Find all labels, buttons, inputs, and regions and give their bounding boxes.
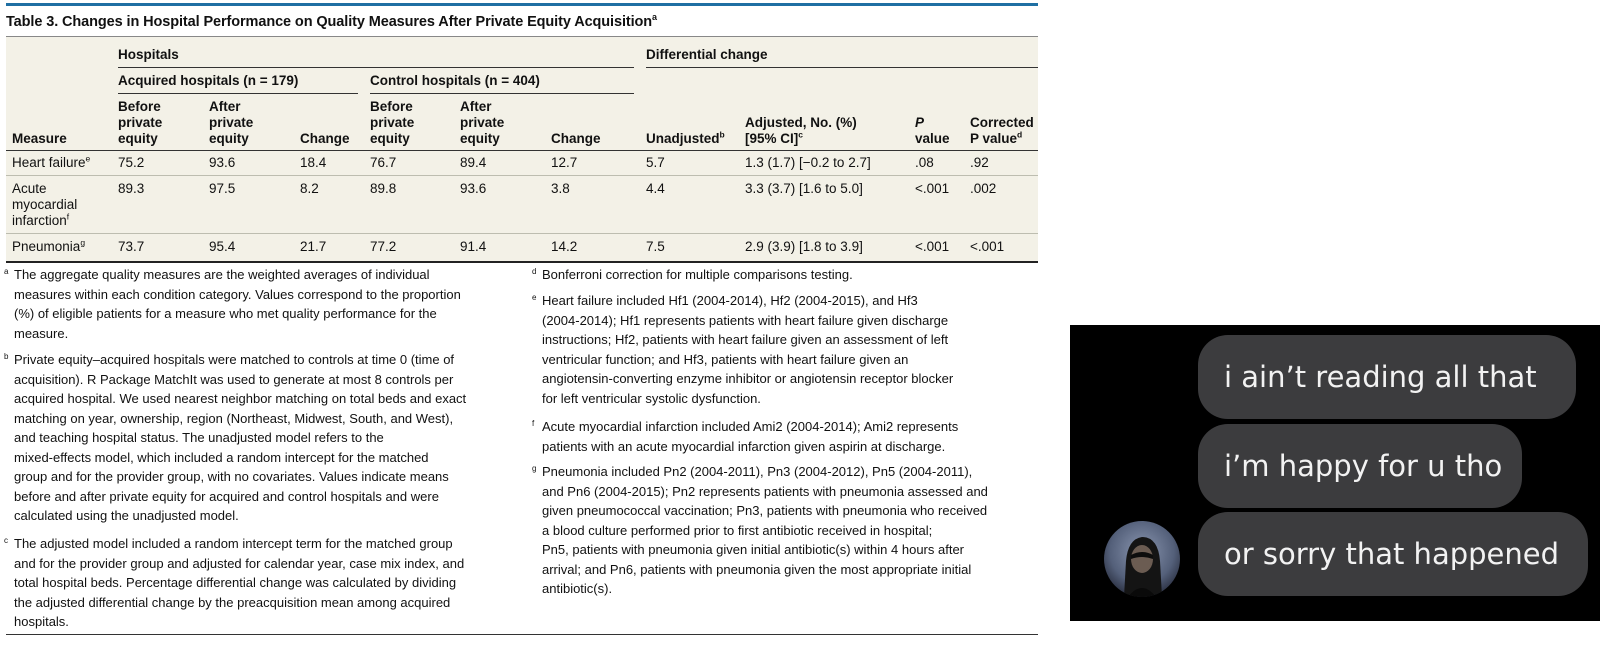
cell: 12.7 — [551, 155, 578, 170]
header-rule — [646, 67, 1038, 68]
cell: 2.9 (3.9) [1.8 to 3.9] — [745, 239, 863, 254]
chat-meme-panel — [1070, 325, 1600, 621]
footnote-f: f Acute myocardial infarction included Ami2 (2004-2014); Ami2 represents patients with an acute myocardial infarction given aspirin at discharge. — [532, 419, 959, 454]
footnote-d: d Bonferroni correction for multiple comparisons testing. — [532, 267, 853, 282]
cell: 89.8 — [370, 181, 397, 196]
header-control-before: Before private equity — [370, 99, 415, 146]
row-measure: Acute myocardial infarction$^f$ — [12, 181, 78, 228]
cell: 89.3 — [118, 181, 145, 196]
header-acquired-change: Change — [300, 131, 350, 146]
header-bottom-rule — [6, 150, 1038, 151]
cell: 21.7 — [300, 239, 327, 254]
cell: 14.2 — [551, 239, 578, 254]
cell: 1.3 (1.7) [−0.2 to 2.7] — [745, 155, 871, 170]
cell: 97.5 — [209, 181, 236, 196]
cell: <.001 — [915, 181, 950, 196]
cell: 5.7 — [646, 155, 665, 170]
header-acquired-after: After private equity — [209, 99, 254, 146]
footnote-g: g Pneumonia included Pn2 (2004-2011), Pn3 (2004-2012), Pn5 (2004-2011), and Pn6 (2004-2015); Pn2 represents patients with pneumonia assessed and given pneumococcal vaccination; Pn3, patients with pneumonia who received a blood culture performed prior to first antibiotic received in hospital; Pn5, patients with pneumonia given initial antibiotic(s) within 4 hours after arrival; and Pn6, patients with pneumonia given the most appropriate initial antibiotic(s). — [532, 464, 988, 596]
footnote-b: b Private equity–acquired hospitals were matched to controls at time 0 (time of acquisition). R Package MatchIt was used to generate at most 8 controls per acquired hospital. We used nearest neighbor matching on total beds and exact matching on year, ownership, region (Northeast, Midwest, South, and West), and teaching hospital status. The unadjusted model refers to the mixed-effects model, which included a random intercept for the matched group and for the provider group, with no covariates. Values indicate means before and after private equity for acquired and control hospitals and were calculated using the unadjusted model. — [4, 352, 467, 523]
cell: 7.5 — [646, 239, 665, 254]
header-measure: Measure — [12, 131, 67, 146]
avatar-image — [1104, 521, 1180, 597]
header-control-change: Change — [551, 131, 601, 146]
header-adjusted: Adjusted, No. (%) [95% CI]$^c$ — [745, 115, 857, 146]
footnote-a: a The aggregate quality measures are the weighted averages of individual measures within each condition category. Values correspond to the proportion (%) of eligible patients for a measure who met quality performance for the measure. — [4, 267, 461, 341]
header-acquired-before: Before private equity — [118, 99, 163, 146]
cell: 76.7 — [370, 155, 397, 170]
cell: 3.8 — [551, 181, 570, 196]
header-unadjusted: Unadjusted$^b$ — [646, 129, 725, 146]
cell: <.001 — [915, 239, 950, 254]
header-hospitals: Hospitals — [118, 47, 179, 62]
cell: 89.4 — [460, 155, 487, 170]
header-p-value: P value — [915, 115, 950, 146]
cell: .92 — [970, 155, 989, 170]
cell: 77.2 — [370, 239, 397, 254]
table-background — [6, 37, 1038, 261]
top-rule — [6, 3, 1038, 6]
table-bottom-rule — [6, 261, 1038, 263]
row-measure: Heart failure$^e$ — [12, 153, 91, 170]
chat-bubble: i ain’t reading all that — [1198, 335, 1576, 419]
cell: 75.2 — [118, 155, 145, 170]
cell: 95.4 — [209, 239, 236, 254]
cell: 91.4 — [460, 239, 487, 254]
header-control-hospitals: Control hospitals (n = 404) — [370, 73, 540, 88]
footnote-c: c The adjusted model included a random intercept term for the matched group and for the provider group and adjusted for calendar year, case mix index, and total hospital beds. Percentage differential change was calculated by dividing the adjusted differential change by the preacquisition mean among acquired hospitals. — [4, 536, 465, 629]
header-rule — [118, 93, 358, 94]
footnote-e: e Heart failure included Hf1 (2004-2014), Hf2 (2004-2015), and Hf3 (2004-2014); Hf1 represents patients with heart failure given discharge instructions; Hf2, patients with heart failure given an assessment of left ventricular function; and Hf3, patients with heart failure given an angiotensin-converting enzyme inhibitor or angiotensin receptor blocker for left ventricular systolic dysfunction. — [532, 293, 954, 406]
cell: 18.4 — [300, 155, 327, 170]
header-control-after: After private equity — [460, 99, 505, 146]
row-divider — [6, 233, 1038, 234]
cell: 8.2 — [300, 181, 319, 196]
cell: .002 — [970, 181, 997, 196]
header-acquired-hospitals: Acquired hospitals (n = 179) — [118, 73, 299, 88]
chat-bubble: or sorry that happened — [1198, 512, 1588, 596]
cell: 93.6 — [209, 155, 236, 170]
table-caption: Table 3. Changes in Hospital Performance on Quality Measures After Private Equity Acquisition$^a$ — [6, 12, 657, 30]
header-rule — [118, 67, 634, 68]
avatar — [1104, 521, 1180, 597]
row-measure: Pneumonia$^g$ — [12, 237, 86, 254]
cell: .08 — [915, 155, 934, 170]
chat-bubble: i’m happy for u tho — [1198, 424, 1522, 508]
bottom-rule — [6, 634, 1038, 635]
cell: 73.7 — [118, 239, 145, 254]
row-divider — [6, 175, 1038, 176]
cell: <.001 — [970, 239, 1005, 254]
header-differential-change: Differential change — [646, 47, 768, 62]
header-rule — [370, 93, 634, 94]
cell: 3.3 (3.7) [1.6 to 5.0] — [745, 181, 863, 196]
cell: 93.6 — [460, 181, 487, 196]
cell: 4.4 — [646, 181, 665, 196]
header-corrected-p-value: Corrected P value$^d$ — [970, 115, 1034, 146]
